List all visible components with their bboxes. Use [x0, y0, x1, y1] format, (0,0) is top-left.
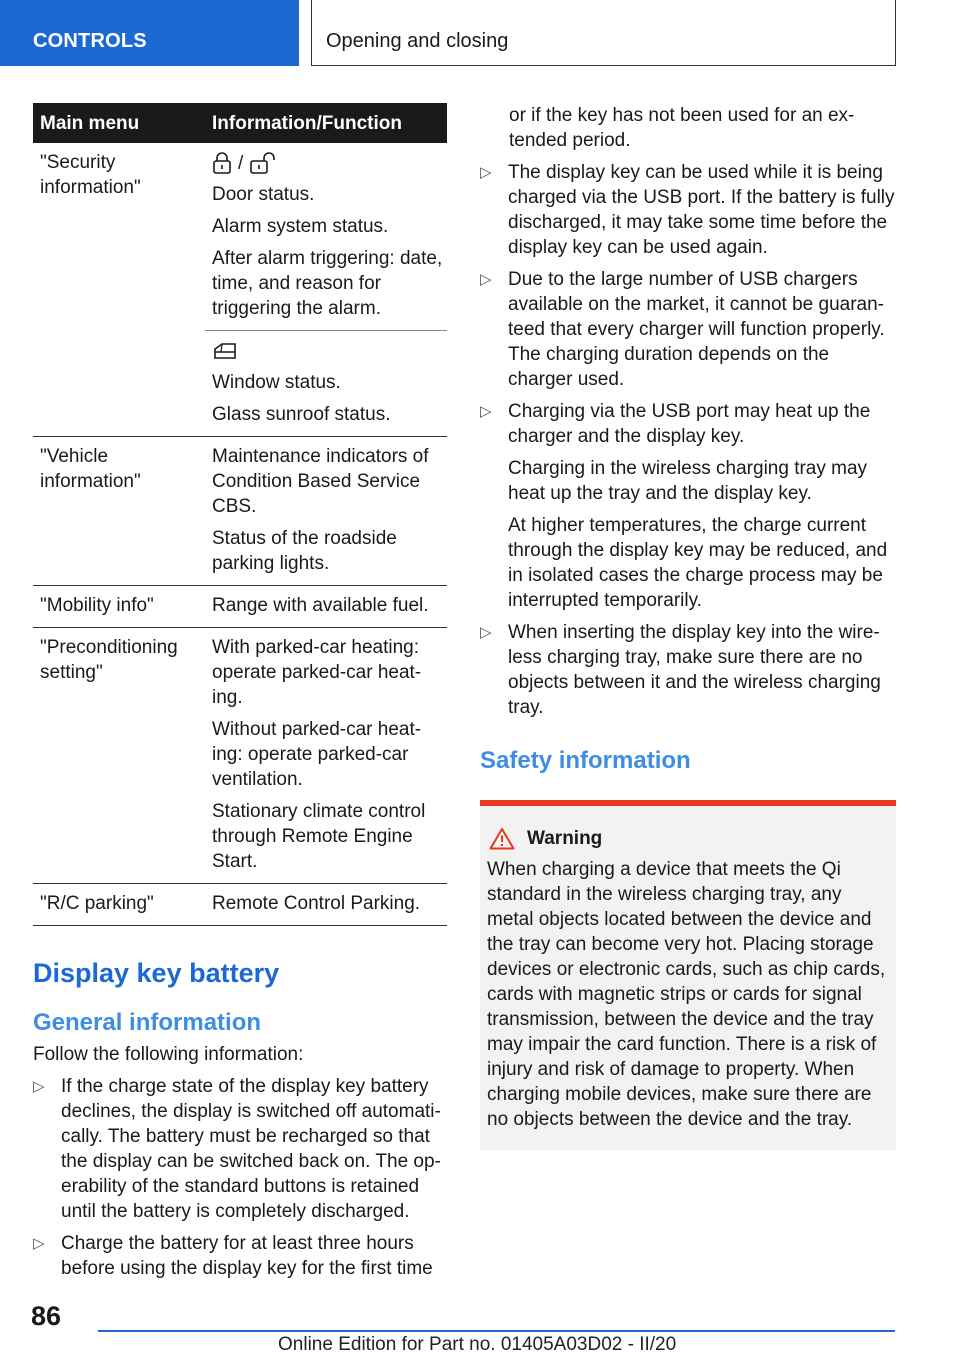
warning-text: When charging a device that meets the Qi standard in the wireless charging tray, any metal objects located between the device and the tray can become very hot. Placing storage devices or electronic cards, such as chip cards, cards with magnetic strips or cards for signal transmission, between the device and the tray may impair the card function. There is a risk of injury and risk of damage to property. When charging mobile devices, make sure there are no objects between the device and the tray. [487, 859, 886, 1130]
table-row-preconditioning [33, 628, 447, 884]
table-header-information: Information/Function [205, 103, 447, 143]
bullet-text: The display key can be used while it is being charged via the USB port. If the battery is fully discharged, it may take some time before the display key can be used again. [508, 162, 895, 258]
intro-text: Follow the following information: [33, 1044, 304, 1065]
precond-line: Without parked-car heat-ing: operate parked-car ventilation. [212, 719, 422, 790]
list-item [480, 399, 896, 613]
bullet-extra-text: Charging in the wireless charging tray may heat up the tray and the display key. [508, 458, 868, 504]
page-number: 86 [31, 1301, 62, 1331]
triangle-bullet-icon: ▷ [33, 1078, 45, 1095]
mobility-info-cell [205, 586, 447, 628]
sunroof-status-text: Glass sunroof status. [212, 404, 391, 425]
triangle-bullet-icon: ▷ [33, 1235, 45, 1252]
table-header-main-menu: Main menu [33, 103, 205, 143]
triangle-bullet-icon: ▷ [480, 271, 492, 288]
precond-line: With parked-car heating: operate parked-car heat-ing. [212, 637, 422, 708]
precond-line: Stationary climate control through Remote Engine Start. [212, 801, 426, 872]
warning-title-row [487, 826, 888, 851]
rc-parking-info-cell [205, 884, 447, 926]
list-item [480, 267, 896, 392]
security-window-cell [205, 331, 447, 437]
row-label-security: "Security information" [33, 143, 205, 437]
warning-box [480, 800, 896, 1150]
triangle-bullet-icon: ▷ [480, 164, 492, 181]
bullet-text: When inserting the display key into the wire-less charging tray, make sure there are no objects between it and the wireless charging tray. [508, 622, 881, 718]
triangle-bullet-icon: ▷ [480, 403, 492, 420]
vehicle-line: Status of the roadside parking lights. [212, 528, 397, 574]
left-column [33, 103, 447, 1281]
section-heading-battery: Display key battery [33, 958, 280, 988]
vehicle-info-cell [205, 437, 447, 586]
triangle-bullet-icon: ▷ [480, 624, 492, 641]
list-item [480, 620, 896, 720]
row-label-preconditioning: "Preconditioning setting" [33, 628, 205, 884]
subheading-safety-information: Safety information [480, 747, 691, 774]
rc-line: Remote Control Parking. [212, 893, 421, 914]
table-row-vehicle [33, 437, 447, 586]
table-row-rc-parking [33, 884, 447, 926]
warning-triangle-icon [489, 827, 515, 850]
alarm-status-text: Alarm system status. [212, 216, 389, 237]
table-row-security [33, 143, 447, 331]
lock-separator: / [238, 152, 244, 174]
preconditioning-info-cell [205, 628, 447, 884]
list-item [33, 1231, 447, 1281]
bullet-text: Due to the large number of USB chargers available on the market, it cannot be guaran-teed that every charger will function properly. The charging duration depends on the charger used. [508, 269, 885, 390]
chapter-title[interactable]: Opening and closing [311, 0, 896, 66]
bullet-text: If the charge state of the display key battery declines, the display is switched off automati-cally. The battery must be recharged so that the display can be switched back on. The op-erability of the standard buttons is retained until the battery is completely discharged. [61, 1076, 441, 1222]
table-row-mobility [33, 586, 447, 628]
battery-bullet-list-left [33, 1074, 447, 1281]
battery-bullet-list-right [480, 160, 896, 720]
page-header [0, 0, 960, 66]
list-item [33, 1074, 447, 1224]
lock-closed-icon [212, 152, 232, 174]
footer-edition: Online Edition for Part no. 01405A03D02 - II/20 [278, 1334, 677, 1355]
bullet-extra-text: At higher temperatures, the charge current through the display key may be reduced, and in isolated cases the charge process may be interrupted temporarily. [508, 515, 888, 611]
door-status-text: Door status. [212, 184, 315, 205]
footer-divider [98, 1330, 895, 1332]
warning-title: Warning [527, 828, 603, 849]
alarm-trigger-text: After alarm triggering: date, time, and reason for triggering the alarm. [212, 248, 443, 319]
section-tab[interactable]: CONTROLS [0, 0, 299, 66]
right-column [480, 103, 896, 1150]
row-label-rc-parking: "R/C parking" [33, 884, 205, 926]
window-status-text: Window status. [212, 372, 341, 393]
subheading-general-information: General information [33, 1009, 262, 1036]
lock-open-icon [249, 152, 277, 174]
row-label-mobility: "Mobility info" [33, 586, 205, 628]
bullet-text: Charging via the USB port may heat up the charger and the display key. [508, 401, 871, 447]
list-item [480, 160, 896, 260]
security-door-cell [205, 143, 447, 331]
car-window-icon [212, 341, 238, 361]
row-label-vehicle: "Vehicle information" [33, 437, 205, 586]
mobility-line: Range with available fuel. [212, 595, 429, 616]
bullet-continuation: or if the key has not been used for an ex-tended period. [509, 105, 855, 151]
vehicle-line: Maintenance indicators of Condition Based Service CBS. [212, 446, 429, 517]
bullet-text: Charge the battery for at least three hours before using the display key for the first time [61, 1233, 433, 1279]
main-menu-table [33, 103, 447, 926]
